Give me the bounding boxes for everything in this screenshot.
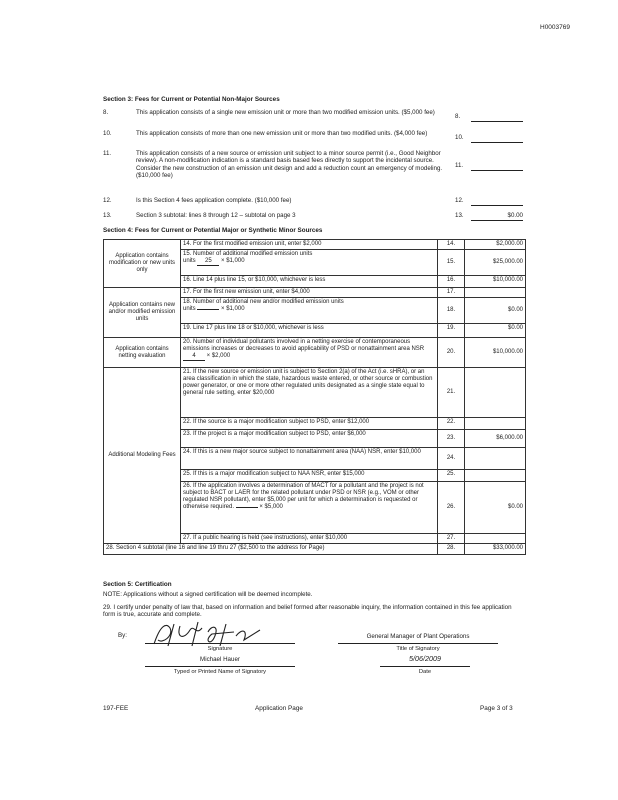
amount-field[interactable]: $0.00 xyxy=(465,324,526,338)
table-row: 16. Line 14 plus line 15, or $10,000, whichever is less 16. $10,000.00 xyxy=(104,276,526,288)
table-row: Additional Modeling Fees 21. If the new source or emission unit is subject to Section 2(a) of the Act (i.e. sHRA), or an area classification in which the state, hazardous waste entered, or other source or combustion power generator, or one or more other regulated units designated as a single state equal to general rule setting, enter $20,000 21. xyxy=(104,368,526,418)
certification-note: NOTE: Applications without a signed certification will be deemed incomplete. xyxy=(103,591,313,598)
title-caption: Title of Signatory xyxy=(396,646,440,652)
amount-field[interactable]: $0.00 xyxy=(465,482,526,534)
footer-center: Application Page xyxy=(255,705,303,712)
table-row: 22. If the source is a major modification subject to PSD, enter $12,000 22. xyxy=(104,418,526,430)
units-field[interactable] xyxy=(197,309,219,310)
total-row: 28. Section 4 subtotal (line 16 and line 19 thru 27 ($2,500 to the address for Page) 28. $33,000.00 xyxy=(104,544,526,555)
section5-title: Section 5: Certification xyxy=(103,581,172,588)
amount-field[interactable] xyxy=(465,470,526,482)
section3-item: 10. This application consists of more than one new emission unit or more than two modified units. ($4,000 fee) 10. xyxy=(103,130,523,146)
signatory-title: General Manager of Plant Operations xyxy=(366,633,470,640)
printed-name-line[interactable] xyxy=(145,666,295,667)
date-caption: Date xyxy=(418,669,432,675)
printed-name: Michael Hauer xyxy=(200,656,240,663)
category-label: Application contains new and/or modified emission units xyxy=(104,288,181,338)
page-number: Page 3 of 3 xyxy=(480,705,513,712)
amount-field[interactable]: $25,000.00 xyxy=(465,250,526,276)
table-row: 24. If this is a new major source subject to nonattainment area (NAA) NSR, enter $10,000 24. xyxy=(104,448,526,470)
certification-statement: 29. I certify under penalty of law that, based on information and belief formed after reasonable inquiry, the information contained in this fee application form is true, accurate and complete. xyxy=(103,604,512,619)
amount-field[interactable] xyxy=(465,418,526,430)
amount-field[interactable]: $10,000.00 xyxy=(465,338,526,368)
amount-field[interactable]: $2,000.00 xyxy=(465,240,526,250)
document-id: H0003769 xyxy=(540,24,570,31)
table-row: 18. Number of additional new and/or modified emission units units × $1,000 18. $0.00 xyxy=(104,298,526,324)
amount-field[interactable] xyxy=(465,448,526,470)
amount-field[interactable]: $10,000.00 xyxy=(465,276,526,288)
amount-field[interactable] xyxy=(465,534,526,544)
units-field[interactable] xyxy=(236,507,258,508)
category-label: Application contains netting evaluation xyxy=(104,338,181,368)
category-label: Application contains modification or new units only xyxy=(104,240,181,288)
section3-item: 13. Section 3 subtotal: lines 8 through 12 – subtotal on page 3 13. $0.00 xyxy=(103,212,523,219)
table-row: Application contains modification or new units only 14. For the first modified emission unit, enter $2,000 14. $2,000.00 xyxy=(104,240,526,250)
amount-field[interactable] xyxy=(465,288,526,298)
form-id: 197-FEE xyxy=(103,705,129,712)
section3-subtotal-value[interactable]: $0.00 xyxy=(471,212,523,221)
category-label: Additional Modeling Fees xyxy=(104,368,181,544)
signed-date: 5/06/2009 xyxy=(409,654,441,663)
table-row: 25. If this is a major modification subject to NAA NSR, enter $15,000 25. xyxy=(104,470,526,482)
table-row: 23. If the project is a major modification subject to PSD, enter $6,000 23. $6,000.00 xyxy=(104,430,526,448)
printed-name-caption: Typed or Printed Name of Signatory xyxy=(173,669,267,675)
amount-field[interactable] xyxy=(465,368,526,418)
date-line[interactable] xyxy=(380,666,470,667)
by-label: By: xyxy=(118,632,127,639)
pollutants-field[interactable]: 4 xyxy=(183,353,205,361)
table-row: Application contains netting evaluation 20. Number of individual pollutants involved in a netting exercise of contemporaneous emissions increases or decreases to avoid applicability of PSD or nonattainment area NSR 4 × $2,000 20. $10,000.00 xyxy=(104,338,526,368)
signature-caption: Signature xyxy=(207,646,233,652)
title-line[interactable] xyxy=(338,643,498,644)
table-row: 27. If a public hearing is held (see instructions), enter $10,000 27. xyxy=(104,534,526,544)
section3-title: Section 3: Fees for Current or Potential Non-Major Sources xyxy=(103,96,280,103)
amount-field[interactable]: $0.00 xyxy=(465,298,526,324)
section3-item: 11. This application consists of a new source or emission unit subject to a minor source permit (i.e., Good Neighbor review). A non-modification indication is a standard basis based fees directly to support the incidental source. Consider the new construction of an emission unit design and add a reduction count an emergency of modeling. ($10,000 fee) 11. xyxy=(103,150,523,194)
section3-item: 8. This application consists of a single new emission unit or more than two modified emission units. ($5,000 fee) 8. xyxy=(103,109,523,125)
section3-item: 12. Is this Section 4 fees application complete. ($10,000 fee) 12. xyxy=(103,197,523,207)
section4-total-value[interactable]: $33,000.00 xyxy=(465,544,526,555)
table-row: 15. Number of additional modified emission units units 25 × $1,000 15. $25,000.00 xyxy=(104,250,526,276)
amount-field[interactable]: $6,000.00 xyxy=(465,430,526,448)
signature-line[interactable] xyxy=(145,643,295,644)
units-field[interactable]: 25 xyxy=(197,258,219,266)
table-row: 19. Line 17 plus line 18 or $10,000, whichever is less 19. $0.00 xyxy=(104,324,526,338)
table-row: Application contains new and/or modified emission units 17. For the first new emission unit, enter $4,000 17. xyxy=(104,288,526,298)
fees-table xyxy=(103,239,526,555)
section4-title: Section 4: Fees for Current or Potential Major or Synthetic Minor Sources xyxy=(103,227,323,234)
table-row: 26. If the application involves a determination of MACT for a pollutant and the project is not subject to BACT or LAER for the related pollutant under PSD or NSR (e.g., VOM or other regulated NSR pollutant), enter $5,000 per unit for which a determination is requested or otherwise required. × $5,000 26. $0.00 xyxy=(104,482,526,534)
